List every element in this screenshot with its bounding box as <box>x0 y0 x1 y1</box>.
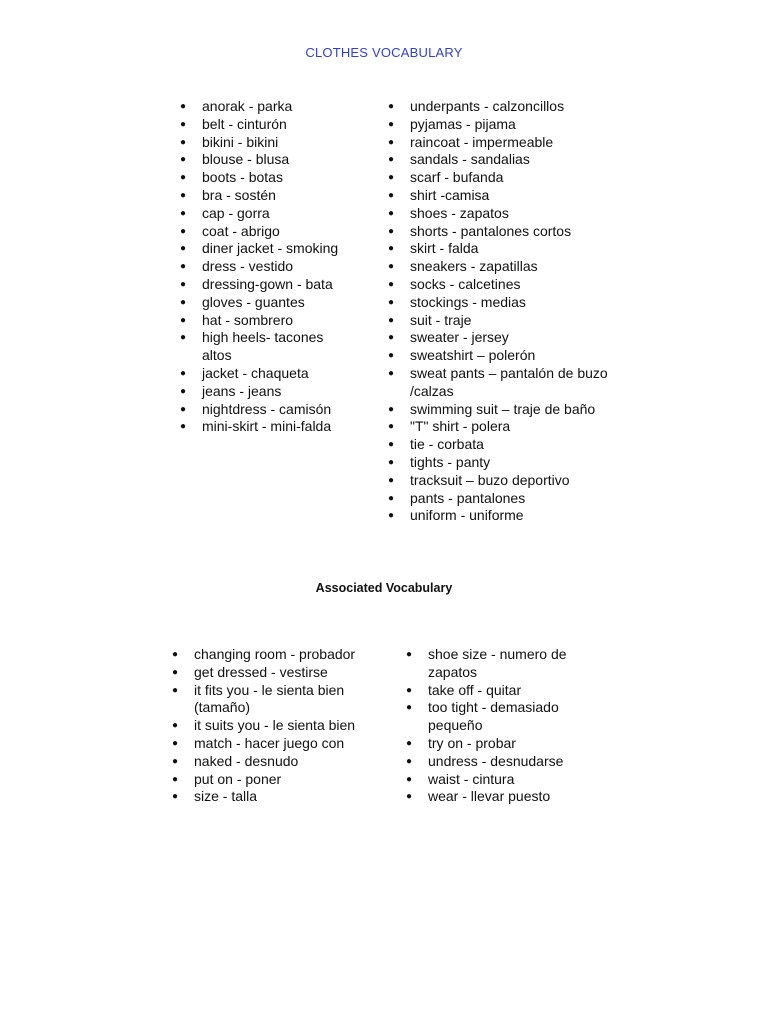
list-item <box>386 240 646 258</box>
list-item <box>178 151 353 169</box>
bullet-icon: ● <box>172 720 179 732</box>
bullet-icon: ● <box>388 154 395 166</box>
clothes-list-right <box>386 98 646 525</box>
list-item <box>386 116 646 134</box>
list-item-text: size - talla <box>194 788 258 805</box>
section-heading: Associated Vocabulary <box>315 581 453 595</box>
list-item <box>386 169 646 187</box>
list-item-text: sweat pants – pantalón de buzo /calzas <box>410 364 608 399</box>
list-item-text: waist - cintura <box>428 770 515 787</box>
list-item-text: undress - desnudarse <box>428 752 564 769</box>
bullet-icon: ● <box>180 261 187 273</box>
list-item <box>178 258 353 276</box>
list-item <box>386 472 646 490</box>
bullet-icon: ● <box>388 296 395 308</box>
list-item <box>170 735 380 753</box>
bullet-icon: ● <box>406 702 413 714</box>
list-item <box>404 699 594 735</box>
bullet-icon: ● <box>406 649 413 660</box>
list-item-text: it fits you - le sienta bien (tamaño) <box>194 681 345 716</box>
bullet-icon: ● <box>180 225 187 237</box>
list-item <box>170 682 380 718</box>
list-item <box>178 223 353 241</box>
list-item <box>404 753 594 771</box>
list-item-text: mini-skirt - mini-falda <box>202 418 332 435</box>
bullet-icon: ● <box>388 367 395 379</box>
list-item-text: cap - gorra <box>202 204 270 221</box>
bullet-icon: ● <box>388 189 395 201</box>
list-item-text: swimming suit – traje de baño <box>410 400 596 417</box>
list-item <box>404 682 594 700</box>
list-item-text: sandals - sandalias <box>410 151 530 168</box>
list-item <box>178 276 353 294</box>
list-item-text: tie - corbata <box>410 436 484 453</box>
list-item <box>386 98 646 116</box>
list-item <box>404 771 594 789</box>
bullet-icon: ● <box>388 101 395 112</box>
bullet-icon: ● <box>388 332 395 344</box>
list-item <box>386 490 646 508</box>
list-item <box>178 187 353 205</box>
bullet-icon: ● <box>388 261 395 273</box>
bullet-icon: ● <box>388 278 395 290</box>
list-item-text: changing room - probador <box>194 646 356 662</box>
bullet-icon: ● <box>180 189 187 201</box>
list-item <box>386 347 646 365</box>
list-item <box>404 735 594 753</box>
list-item <box>178 401 353 419</box>
list-item <box>178 383 353 401</box>
bullet-icon: ● <box>388 225 395 237</box>
bullet-icon: ● <box>180 314 187 326</box>
list-item-text: shirt -camisa <box>410 186 490 203</box>
list-item-text: try on - probar <box>428 734 516 751</box>
bullet-icon: ● <box>388 456 395 468</box>
list-item-text: jeans - jeans <box>202 382 282 399</box>
list-item-text: wear - llevar puesto <box>428 788 551 805</box>
list-item <box>386 294 646 312</box>
list-item-text: dress - vestido <box>202 258 294 275</box>
list-item <box>178 98 353 116</box>
bullet-icon: ● <box>180 101 187 112</box>
list-item-text: raincoat - impermeable <box>410 133 554 150</box>
associated-list-left <box>170 646 380 806</box>
list-item <box>386 329 646 347</box>
bullet-icon: ● <box>180 367 187 379</box>
associated-list-right <box>404 646 594 806</box>
list-item-text: too tight - demasiado pequeño <box>428 699 559 734</box>
list-item-text: nightdress - camisón <box>202 400 332 417</box>
page-title: CLOTHES VOCABULARY <box>305 45 463 60</box>
list-item <box>170 771 380 789</box>
list-item <box>386 312 646 330</box>
bullet-icon: ● <box>388 510 395 522</box>
bullet-icon: ● <box>388 350 395 362</box>
bullet-icon: ● <box>180 118 187 130</box>
bullet-icon: ● <box>388 403 395 415</box>
bullet-icon: ● <box>180 154 187 166</box>
bullet-icon: ● <box>388 421 395 433</box>
list-item <box>386 507 646 525</box>
list-item <box>386 418 646 436</box>
bullet-icon: ● <box>180 296 187 308</box>
bullet-icon: ● <box>180 278 187 290</box>
bullet-icon: ● <box>406 791 413 803</box>
list-item <box>178 205 353 223</box>
list-item <box>386 436 646 454</box>
list-item-text: tracksuit – buzo deportivo <box>410 471 570 488</box>
bullet-icon: ● <box>172 737 179 749</box>
bullet-icon: ● <box>180 136 187 148</box>
list-item-text: diner jacket - smoking <box>202 240 339 257</box>
list-item-text: boots - botas <box>202 169 283 186</box>
list-item-text: hat - sombrero <box>202 311 294 328</box>
list-item-text: coat - abrigo <box>202 222 280 239</box>
bullet-icon: ● <box>406 684 413 696</box>
list-item <box>170 646 380 664</box>
bullet-icon: ● <box>388 118 395 130</box>
list-item-text: belt - cinturón <box>202 115 287 132</box>
list-item-text: scarf - bufanda <box>410 169 504 186</box>
list-item <box>386 454 646 472</box>
clothes-list-left <box>178 98 353 436</box>
list-item <box>178 169 353 187</box>
list-item-text: underpants - calzoncillos <box>410 98 565 114</box>
list-item <box>386 134 646 152</box>
list-item <box>178 294 353 312</box>
list-item <box>386 187 646 205</box>
list-item <box>404 646 594 682</box>
bullet-icon: ● <box>388 492 395 504</box>
bullet-icon: ● <box>172 755 179 767</box>
list-item-text: bikini - bikini <box>202 133 279 150</box>
list-item-text: uniform - uniforme <box>410 507 524 524</box>
list-item <box>170 664 380 682</box>
bullet-icon: ● <box>388 172 395 184</box>
list-item <box>386 365 646 401</box>
list-item <box>170 717 380 735</box>
bullet-icon: ● <box>180 207 187 219</box>
list-item-text: anorak - parka <box>202 98 293 114</box>
list-item-text: jacket - chaqueta <box>202 364 309 381</box>
list-item-text: sweater - jersey <box>410 329 509 346</box>
list-item-text: sneakers - zapatillas <box>410 258 538 275</box>
list-item <box>178 329 353 365</box>
list-item-text: it suits you - le sienta bien <box>194 717 356 734</box>
list-item <box>386 258 646 276</box>
list-item-text: shorts - pantalones cortos <box>410 222 572 239</box>
bullet-icon: ● <box>388 314 395 326</box>
list-item <box>386 151 646 169</box>
bullet-icon: ● <box>406 773 413 785</box>
list-item <box>170 788 380 806</box>
list-item-text: shoe size - numero de zapatos <box>428 646 567 680</box>
bullet-icon: ● <box>180 403 187 415</box>
list-item-text: naked - desnudo <box>194 752 299 769</box>
list-item-text: sweatshirt – polerón <box>410 347 536 364</box>
list-item <box>178 240 353 258</box>
bullet-icon: ● <box>388 474 395 486</box>
bullet-icon: ● <box>180 243 187 255</box>
list-item-text: pants - pantalones <box>410 489 526 506</box>
bullet-icon: ● <box>172 773 179 785</box>
list-item-text: dressing-gown - bata <box>202 275 333 292</box>
bullet-icon: ● <box>180 332 187 344</box>
bullet-icon: ● <box>406 755 413 767</box>
list-item <box>386 401 646 419</box>
bullet-icon: ● <box>180 421 187 433</box>
list-item <box>386 205 646 223</box>
bullet-icon: ● <box>388 243 395 255</box>
list-item <box>404 788 594 806</box>
list-item-text: put on - poner <box>194 770 282 787</box>
list-item <box>178 134 353 152</box>
list-item-text: shoes - zapatos <box>410 204 509 221</box>
list-item <box>178 365 353 383</box>
bullet-icon: ● <box>172 791 179 803</box>
list-item-text: get dressed - vestirse <box>194 663 328 680</box>
list-item-text: bra - sostén <box>202 186 276 203</box>
bullet-icon: ● <box>406 737 413 749</box>
list-item <box>178 312 353 330</box>
list-item-text: skirt - falda <box>410 240 479 257</box>
list-item-text: take off - quitar <box>428 681 522 698</box>
bullet-icon: ● <box>172 666 179 678</box>
list-item-text: stockings - medias <box>410 293 526 310</box>
bullet-icon: ● <box>172 649 179 660</box>
list-item <box>386 276 646 294</box>
list-item <box>178 418 353 436</box>
bullet-icon: ● <box>172 684 179 696</box>
list-item-text: socks - calcetines <box>410 275 521 292</box>
bullet-icon: ● <box>388 136 395 148</box>
list-item-text: high heels- tacones altos <box>202 329 324 364</box>
bullet-icon: ● <box>388 439 395 451</box>
list-item-text: blouse - blusa <box>202 151 290 168</box>
list-item-text: suit - traje <box>410 311 472 328</box>
list-item <box>178 116 353 134</box>
bullet-icon: ● <box>180 172 187 184</box>
list-item-text: tights - panty <box>410 453 491 470</box>
bullet-icon: ● <box>388 207 395 219</box>
list-item <box>170 753 380 771</box>
list-item-text: match - hacer juego con <box>194 734 345 751</box>
list-item-text: gloves - guantes <box>202 293 305 310</box>
bullet-icon: ● <box>180 385 187 397</box>
list-item <box>386 223 646 241</box>
list-item-text: "T" shirt - polera <box>410 418 511 435</box>
list-item-text: pyjamas - pijama <box>410 115 516 132</box>
